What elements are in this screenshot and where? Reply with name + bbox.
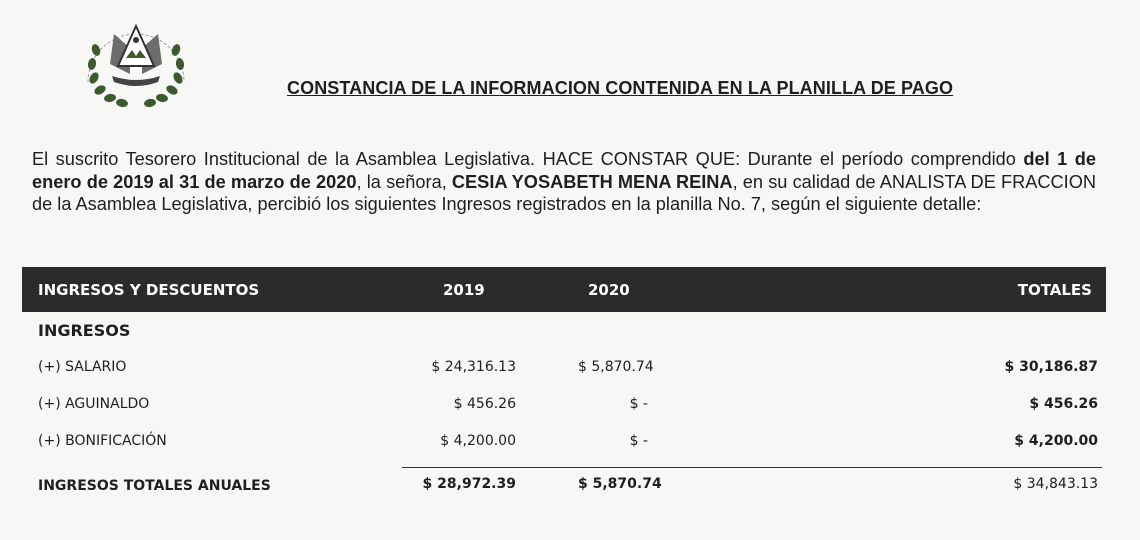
header-2020: 2020: [588, 281, 630, 299]
row-2020-value: $ 5,870.74: [578, 359, 654, 375]
totals-2020-value: $ 5,870.74: [578, 476, 662, 492]
totals-divider: [402, 467, 1102, 468]
section-row: [22, 312, 1106, 348]
certification-paragraph: [32, 148, 1096, 216]
row-label: (+) AGUINALDO: [38, 396, 150, 412]
section-label: INGRESOS: [38, 321, 131, 340]
paragraph-end: , en su calidad de ANALISTA DE FRACCION de la Asamblea Legislativa, percibió los siguientes Ingresos registrados en la planilla No. 7, según el siguiente detalle:: [32, 171, 1096, 214]
row-2020-value: $ -: [629, 433, 648, 449]
paragraph-intro: El suscrito Tesorero Institucional de la Asamblea Legislativa. HACE CONSTAR QUE: Durante el período comprendido: [32, 149, 1024, 169]
document-title: CONSTANCIA DE LA INFORMACION CONTENIDA EN LA PLANILLA DE PAGO: [287, 78, 954, 98]
employee-name: CESIA YOSABETH MENA REINA: [451, 171, 733, 192]
row-total-value: $ 4,200.00: [1014, 433, 1098, 449]
row-total-value: $ 30,186.87: [1004, 359, 1098, 375]
row-total-value: $ 456.26: [1029, 396, 1098, 412]
coat-of-arms-seal-icon: [70, 4, 202, 114]
header-concept: INGRESOS Y DESCUENTOS: [38, 281, 260, 299]
header-2019: 2019: [443, 281, 485, 299]
table-row: [22, 385, 1106, 422]
totals-label: INGRESOS TOTALES ANUALES: [38, 478, 271, 494]
totals-total-value: $ 34,843.13: [1013, 476, 1098, 492]
row-2020-value: $ -: [629, 396, 648, 412]
row-label: (+) BONIFICACIÓN: [38, 433, 167, 449]
row-2019-value: $ 4,200.00: [440, 433, 516, 449]
row-label: (+) SALARIO: [38, 359, 127, 375]
header-totals: TOTALES: [1017, 281, 1092, 299]
period-text: del 1 de enero de 2019 al 31 de marzo de 2020: [32, 149, 1096, 192]
row-2019-value: $ 456.26: [453, 396, 516, 412]
paragraph-middle: , la señora,: [356, 171, 452, 192]
table-row: [22, 348, 1106, 385]
table-row: [22, 422, 1106, 459]
income-table: [22, 267, 1106, 503]
table-header: [22, 267, 1106, 312]
row-2019-value: $ 24,316.13: [431, 359, 516, 375]
totals-row: [22, 459, 1106, 503]
totals-2019-value: $ 28,972.39: [422, 476, 516, 492]
